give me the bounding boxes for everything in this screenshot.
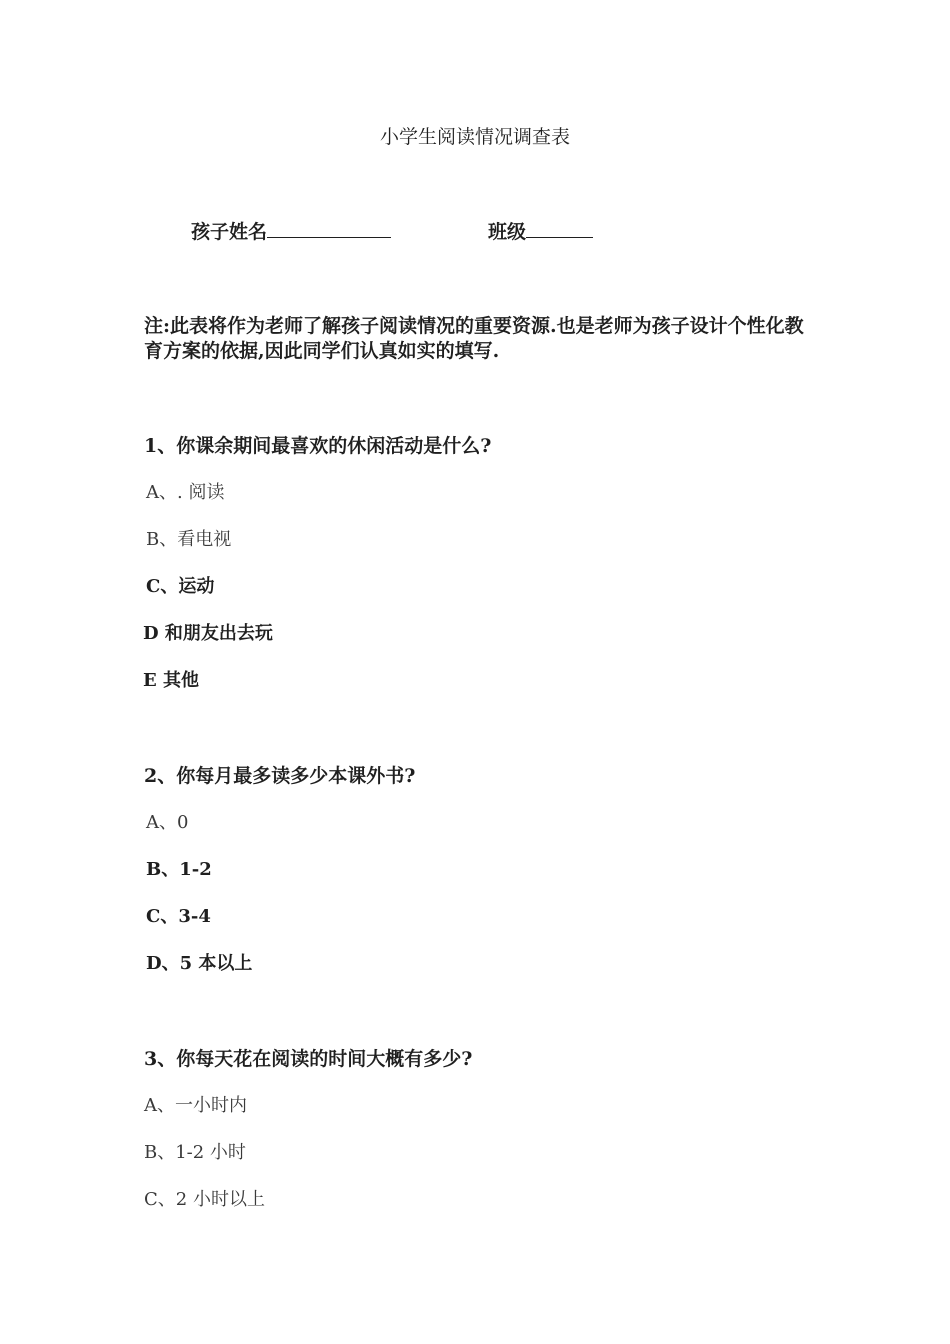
survey-note: 注:此表将作为老师了解孩子阅读情况的重要资源.也是老师为孩子设计个性化教育方案的依据,因此同学们认真如实的填写. — [144, 315, 804, 362]
q1-option-e: E 其他 — [143, 670, 199, 691]
q2-option-a: A、0 — [146, 812, 189, 833]
class-label: 班级 — [488, 221, 527, 243]
q1-option-c: C、运动 — [146, 576, 215, 597]
q2-option-c: C、3-4 — [146, 906, 211, 927]
q3-option-a: A、一小时内 — [144, 1095, 247, 1116]
q2-option-b: B、1-2 — [146, 859, 212, 880]
class-blank — [526, 219, 593, 238]
q2-option-d: D、5 本以上 — [146, 953, 253, 974]
page-title: 小学生阅读情况调查表 — [379, 126, 570, 148]
child-name-blank — [267, 219, 391, 238]
question-1: 1、你课余期间最喜欢的休闲活动是什么? — [144, 435, 492, 457]
child-name-field — [191, 219, 391, 244]
question-2: 2、你每月最多读多少本课外书? — [144, 765, 416, 787]
question-3: 3、你每天花在阅读的时间大概有多少? — [144, 1048, 473, 1070]
q1-option-b: B、看电视 — [146, 529, 232, 550]
q1-option-d: D 和朋友出去玩 — [143, 623, 273, 644]
q3-option-c: C、2 小时以上 — [144, 1189, 265, 1210]
q1-option-a: A、. 阅读 — [146, 482, 225, 503]
q3-option-b: B、1-2 小时 — [144, 1142, 246, 1163]
child-name-label: 孩子姓名 — [191, 221, 268, 243]
class-field — [488, 219, 593, 244]
